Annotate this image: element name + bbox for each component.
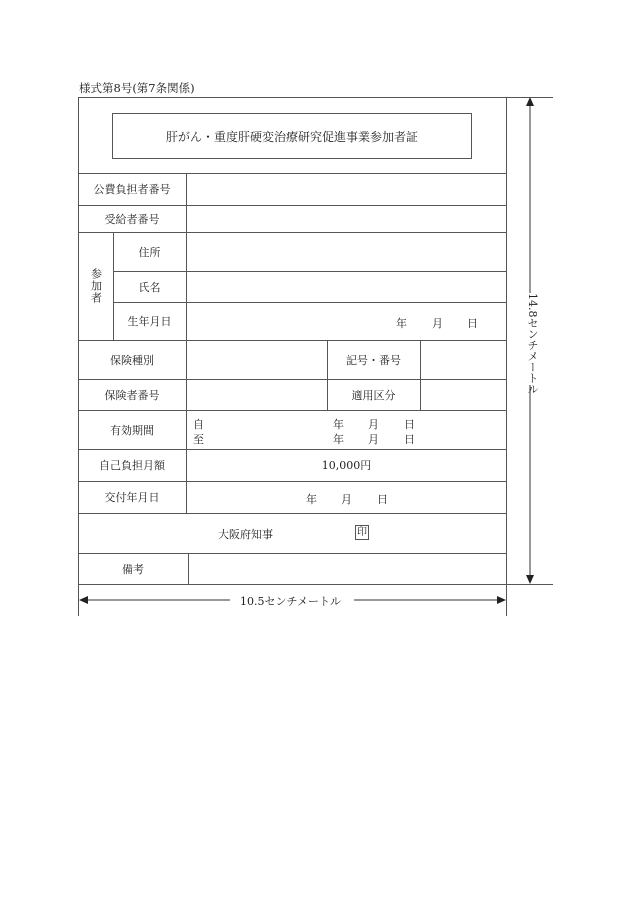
from-label: 自 [193, 418, 204, 431]
insurer-number-field[interactable] [187, 380, 327, 410]
birth-month: 月 [432, 317, 443, 330]
insurance-type-label: 保険種別 [110, 353, 154, 367]
form-number-label: 様式第8号(第7条関係) [79, 81, 195, 95]
participant-label: 参加者 [89, 268, 103, 304]
insurer-number-label: 保険者番号 [104, 388, 160, 402]
to-day: 日 [404, 433, 415, 446]
to-month: 月 [368, 433, 379, 446]
from-year: 年 [333, 418, 344, 431]
valid-period-label: 有効期間 [110, 423, 154, 437]
arrow-down-icon [526, 575, 534, 584]
symbol-number-field[interactable] [421, 341, 506, 379]
issue-day: 日 [377, 493, 388, 506]
arrow-right-icon [497, 596, 506, 604]
arrow-up-icon [526, 97, 534, 106]
issue-month: 月 [341, 493, 352, 506]
width-dimension-label: 10.5センチメートル [240, 595, 342, 608]
birthdate-label: 生年月日 [127, 315, 172, 328]
address-label: 住所 [138, 245, 161, 259]
recipient-number-field[interactable] [187, 206, 506, 232]
issue-year: 年 [306, 493, 317, 506]
address-field[interactable] [187, 233, 506, 271]
copay-label: 自己負担月額 [99, 459, 165, 472]
copay-value: 10,000円 [321, 459, 372, 472]
applicable-category-label: 適用区分 [351, 388, 396, 402]
insurance-type-field[interactable] [187, 341, 327, 379]
symbol-number-label: 記号・番号 [346, 353, 401, 367]
issue-date-label: 交付年月日 [104, 491, 160, 504]
public-payer-number-field[interactable] [187, 174, 506, 205]
birth-day: 日 [467, 317, 478, 330]
arrow-left-icon [79, 596, 88, 604]
seal-mark: 印 [357, 527, 367, 538]
name-label: 氏名 [138, 280, 161, 294]
remarks-label: 備考 [122, 562, 144, 576]
birth-year: 年 [396, 317, 407, 330]
governor-label: 大阪府知事 [218, 528, 273, 541]
certificate-title: 肝がん・重度肝硬変治療研究促進事業参加者証 [112, 113, 472, 159]
to-label: 至 [193, 433, 204, 446]
from-day: 日 [404, 418, 415, 431]
applicable-category-field[interactable] [421, 380, 506, 410]
remarks-field[interactable] [189, 554, 506, 584]
public-payer-number-label: 公費負担者番号 [93, 183, 171, 196]
name-field[interactable] [187, 272, 506, 302]
recipient-number-label: 受給者番号 [104, 212, 160, 226]
height-dimension-label: 14.8センチメートル [526, 293, 539, 395]
to-year: 年 [333, 433, 344, 446]
from-month: 月 [368, 418, 379, 431]
